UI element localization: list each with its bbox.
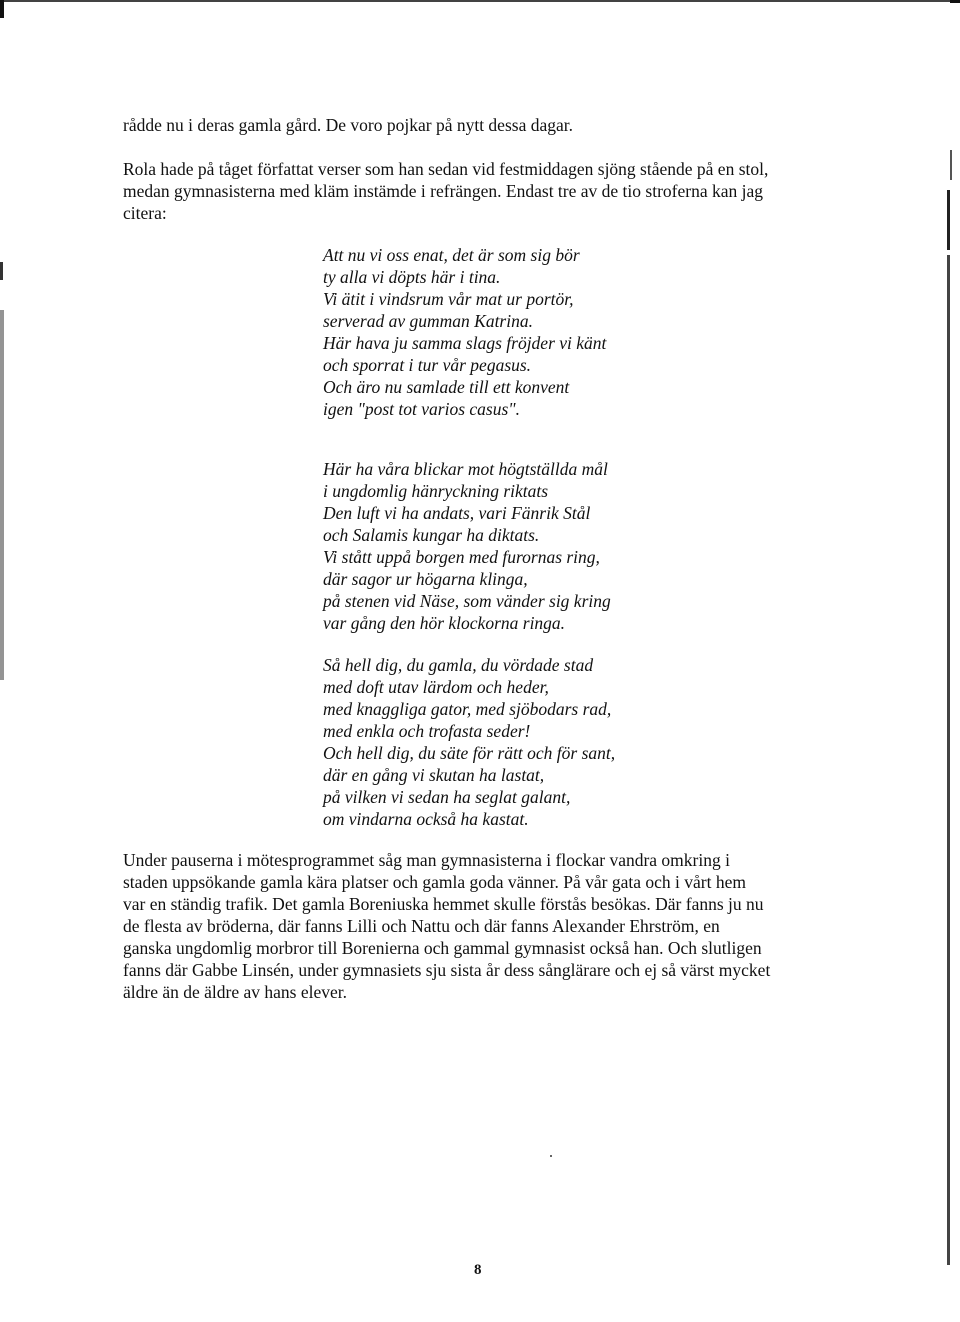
verse-line: Och äro nu samlade till ett konvent: [323, 377, 570, 397]
scan-edge-left: [0, 262, 3, 280]
verse-stanza-1: [323, 244, 606, 420]
verse-line: i ungdomlig hänryckning riktats: [323, 481, 549, 501]
verse-line: och Salamis kungar ha diktats.: [323, 525, 540, 545]
paragraph-line: de flesta av bröderna, där fanns Lilli och Nattu och där fanns Alexander Ehrström, en: [123, 916, 720, 936]
scan-edge-corner: [0, 0, 4, 18]
verse-stanza-2: [323, 458, 611, 634]
verse-line: Vi stått uppå borgen med furornas ring,: [323, 547, 600, 567]
verse-line: ty alla vi döpts här i tina.: [323, 267, 501, 287]
verse-line: Vi ätit i vindsrum vår mat ur portör,: [323, 289, 574, 309]
paragraph-intro: [123, 158, 830, 224]
verse-line: om vindarna också ha kastat.: [323, 809, 529, 829]
scan-edge-right: [947, 190, 950, 250]
paragraph-text: rådde nu i deras gamla gård. De voro pojkar på nytt dessa dagar.: [123, 115, 573, 135]
paragraph-opening: [123, 114, 830, 136]
verse-line: på vilken vi sedan ha seglat galant,: [323, 787, 571, 807]
verse-stanza-3: [323, 654, 615, 830]
scan-speck: [550, 1155, 552, 1157]
verse-line: och sporrat i tur vår pegasus.: [323, 355, 532, 375]
paragraph-line: äldre än de äldre av hans elever.: [123, 982, 347, 1002]
paragraph-line: staden uppsökande gamla kära platser och gamla goda vänner. På vår gata och i vårt hem: [123, 872, 746, 892]
verse-line: serverad av gumman Katrina.: [323, 311, 533, 331]
scan-edge-right: [947, 255, 950, 1265]
verse-line: var gång den hör klockorna ringa.: [323, 613, 566, 633]
verse-line: Så hell dig, du gamla, du vördade stad: [323, 655, 594, 675]
verse-line: på stenen vid Näse, som vänder sig kring: [323, 591, 611, 611]
verse-line: med knaggliga gator, med sjöbodars rad,: [323, 699, 612, 719]
paragraph-line: var en ständig trafik. Det gamla Boreniuska hemmet skulle förstås besökas. Där fanns ju nu: [123, 894, 764, 914]
verse-line: Och hell dig, du säte för rätt och för sant,: [323, 743, 616, 763]
paragraph-line: ganska ungdomlig morbror till Borenierna och gammal gymnasist också han. Och slutligen: [123, 938, 762, 958]
scan-edge-top: [0, 0, 960, 2]
paragraph-line: medan gymnasisterna med kläm instämde i refrängen. Endast tre av de tio stroferna kan jag: [123, 181, 763, 201]
verse-line: igen "post tot varios casus".: [323, 399, 520, 419]
verse-line: Att nu vi oss enat, det är som sig bör: [323, 245, 580, 265]
paragraph-line: fanns där Gabbe Linsén, under gymnasiets sju sista år dess sånglärare och ej så värst mycket: [123, 960, 771, 980]
verse-line: med doft utav lärdom och heder,: [323, 677, 549, 697]
paragraph-closing: [123, 849, 830, 1003]
page-number: 8: [474, 1262, 482, 1278]
paragraph-line: Under pauserna i mötesprogrammet såg man gymnasisterna i flockar vandra omkring i: [123, 850, 730, 870]
verse-line: med enkla och trofasta seder!: [323, 721, 531, 741]
verse-line: Här ha våra blickar mot högtställda mål: [323, 459, 608, 479]
paragraph-line: Rola hade på tåget författat verser som han sedan vid festmiddagen sjöng stående på en stol,: [123, 159, 769, 179]
scan-edge-left: [0, 310, 4, 680]
verse-line: Den luft vi ha andats, vari Fänrik Stål: [323, 503, 591, 523]
paragraph-line: citera:: [123, 203, 167, 223]
scan-edge-corner-right: [950, 0, 960, 3]
verse-line: Här hava ju samma slags fröjder vi känt: [323, 333, 607, 353]
verse-line: där sagor ur högarna klinga,: [323, 569, 528, 589]
verse-line: där en gång vi skutan ha lastat,: [323, 765, 545, 785]
scan-edge-right: [950, 150, 952, 180]
